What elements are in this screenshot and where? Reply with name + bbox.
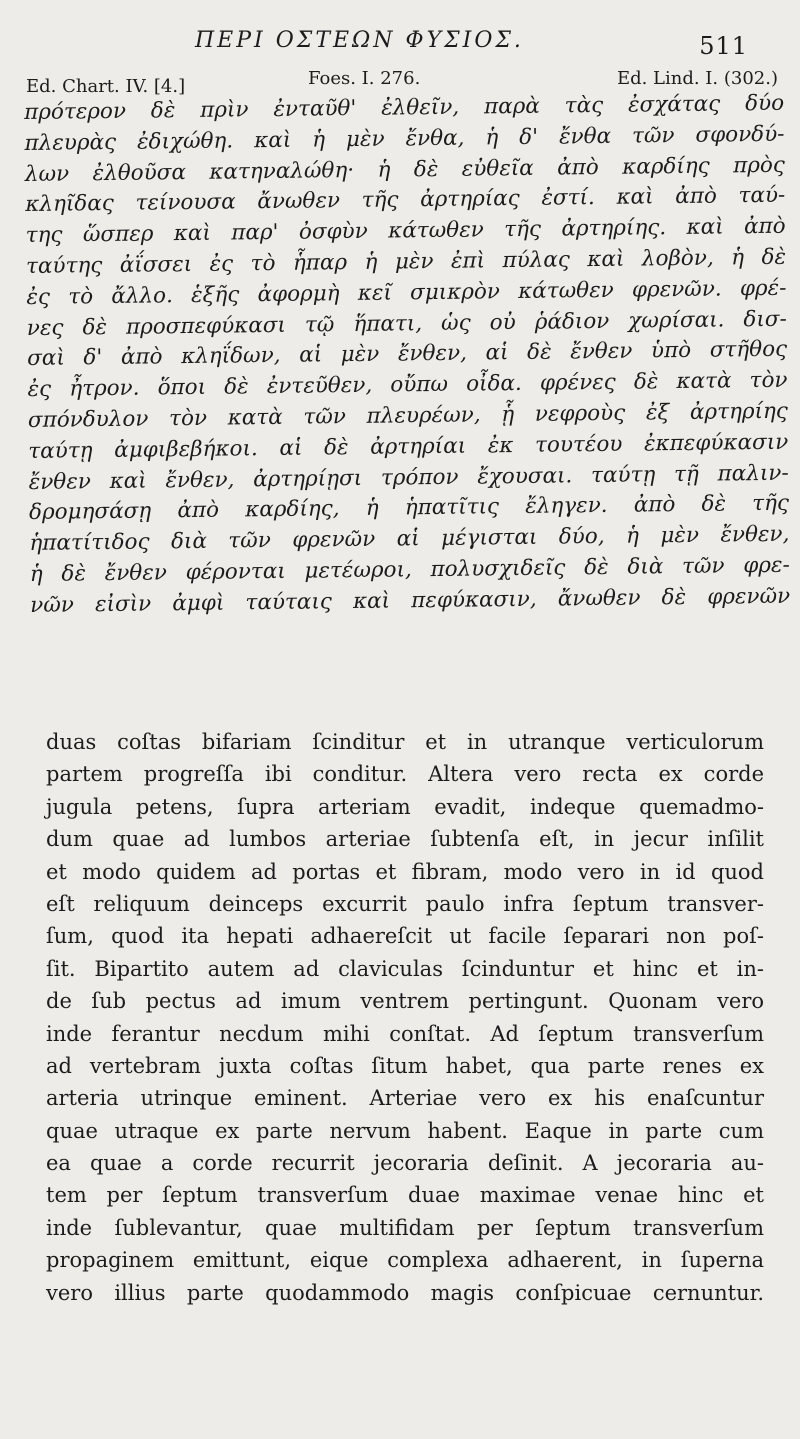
- edition-lind-reference: Ed. Lind. I. (302.): [616, 68, 778, 89]
- latin-line: et modo quidem ad portas et fibram, modo vero in id quod: [46, 859, 764, 884]
- latin-line: arteria utrinque eminent. Arteriae vero ex his enaſcuntur: [46, 1086, 764, 1111]
- latin-line: ea quae a corde recurrit jecoraria deſinit. A jecoraria au-: [46, 1151, 764, 1176]
- latin-line: inde ferantur necdum mihi conſtat. Ad ſeptum transverſum: [46, 1021, 764, 1046]
- greek-line: δρομησάσῃ ἀπὸ καρδίης, ἡ ἡπατῖτις ἔληγεν. ἀπὸ δὲ τῆς: [28, 491, 790, 526]
- latin-line: tem per ſeptum transverſum duae maximae venae hinc et: [46, 1183, 764, 1208]
- greek-line: πλευρὰς ἐδιχώθη. καὶ ἡ μὲν ἔνθα, ἡ δ' ἔνθα τῶν σφονδύ-: [24, 121, 785, 156]
- greek-line: πρότερον δὲ πρὶν ἐνταῦθ' ἐλθεῖν, παρὰ τὰς ἐσχάτας δύο: [24, 90, 785, 125]
- latin-line: de ſub pectus ad imum ventrem pertingunt. Quonam vero: [46, 989, 764, 1014]
- latin-line: partem progreſſa ibi conditur. Altera vero recta ex corde: [46, 762, 764, 787]
- greek-line: σπόνδυλον τὸν κατὰ τῶν πλευρέων, ᾗ νεφροὺς ἐξ ἀρτηρίης: [27, 398, 789, 433]
- greek-line: νες δὲ προσπεφύκασι τῷ ἥπατι, ὡς οὐ ῥάδιον χωρίσαι. δισ-: [26, 306, 787, 341]
- latin-line: ſit. Bipartito autem ad claviculas ſcinduntur et hinc et in-: [46, 956, 764, 981]
- greek-line: ἡπατίτιδος διὰ τῶν φρενῶν αἱ μέγισται δύο, ἡ μὲν ἔνθεν,: [29, 521, 790, 557]
- latin-line: quae utraque ex parte nervum habent. Eaque in parte cum: [46, 1118, 764, 1143]
- running-head: [0, 22, 800, 58]
- latin-line: inde ſublevantur, quae multifidam per ſeptum transverſum: [46, 1215, 764, 1240]
- greek-line: ἔνθεν καὶ ἔνθεν, ἀρτηρίῃσι τρόπον ἔχουσαι. ταύτῃ τῇ παλιν-: [28, 460, 789, 495]
- greek-line: ἐς ἦτρον. ὅποι δὲ ἐντεῦθεν, οὔπω οἶδα. φρένες δὲ κατὰ τὸν: [27, 367, 788, 403]
- latin-translation: [46, 726, 764, 1309]
- edition-chart-reference: Ed. Chart. IV. [4.]: [26, 76, 186, 97]
- greek-text: [24, 89, 790, 622]
- greek-line: σαὶ δ' ἀπὸ κληΐδων, αἱ μὲν ἔνθεν, αἱ δὲ ἔνθεν ὑπὸ στῆθος: [27, 337, 788, 372]
- latin-line: ſum, quod ita hepati adhaereſcit ut facile ſeparari non poſ-: [46, 924, 764, 949]
- latin-line: dum quae ad lumbos arteriae ſubtenſa eſt, in jecur inſilit: [46, 827, 764, 852]
- greek-line: ἐς τὸ ἄλλο. ἑξῆς ἀφορμὴ κεῖ σμικρὸν κάτωθεν φρενῶν. φρέ-: [26, 275, 787, 310]
- latin-line: vero illius parte quodammodo magis conſpicuae cernuntur.: [46, 1280, 764, 1305]
- latin-line: ad vertebram juxta coſtas ſitum habet, qua parte renes ex: [46, 1053, 764, 1078]
- page-number: 511: [699, 32, 748, 60]
- edition-foes-reference: Foes. I. 276.: [308, 68, 421, 89]
- running-title: ΠΕΡΙ ΟΣΤΕΩΝ ΦΥΣΙΟΣ.: [195, 28, 524, 53]
- greek-line: κληῖδας τείνουσα ἄνωθεν τῆς ἀρτηρίας ἐστί. καὶ ἀπὸ ταύ-: [25, 183, 786, 218]
- latin-line: propaginem emittunt, eique complexa adhaerent, in ſuperna: [46, 1248, 764, 1273]
- latin-line: eſt reliquum deinceps excurrit paulo infra ſeptum transver-: [46, 891, 764, 916]
- greek-line: νῶν εἰσὶν ἀμφὶ ταύταις καὶ πεφύκασιν, ἄνωθεν δὲ φρενῶν: [30, 583, 791, 618]
- latin-line: duas coſtas bifariam ſcinditur et in utranque verticulorum: [46, 730, 764, 754]
- greek-line: ταύτης ἀΐσσει ἐς τὸ ἧπαρ ἡ μὲν ἐπὶ πύλας καὶ λοβὸν, ἡ δὲ: [25, 244, 787, 279]
- greek-line: λων ἐλθοῦσα κατηναλώθη· ἡ δὲ εὐθεῖα ἀπὸ καρδίης πρὸς: [24, 152, 786, 187]
- greek-line: ἡ δὲ ἔνθεν φέρονται μετέωροι, πολυσχιδεῖς δὲ διὰ τῶν φρε-: [29, 552, 790, 587]
- greek-line: της ὥσπερ καὶ παρ' ὀσφὺν κάτωθεν τῆς ἀρτηρίης. καὶ ἀπὸ: [25, 213, 786, 249]
- latin-line: jugula petens, ſupra arteriam evadit, indeque quemadmo-: [46, 794, 764, 819]
- greek-line: ταύτῃ ἀμφιβεβήκοι. αἱ δὲ ἀρτηρίαι ἐκ τουτέου ἐκπεφύκασιν: [28, 429, 789, 464]
